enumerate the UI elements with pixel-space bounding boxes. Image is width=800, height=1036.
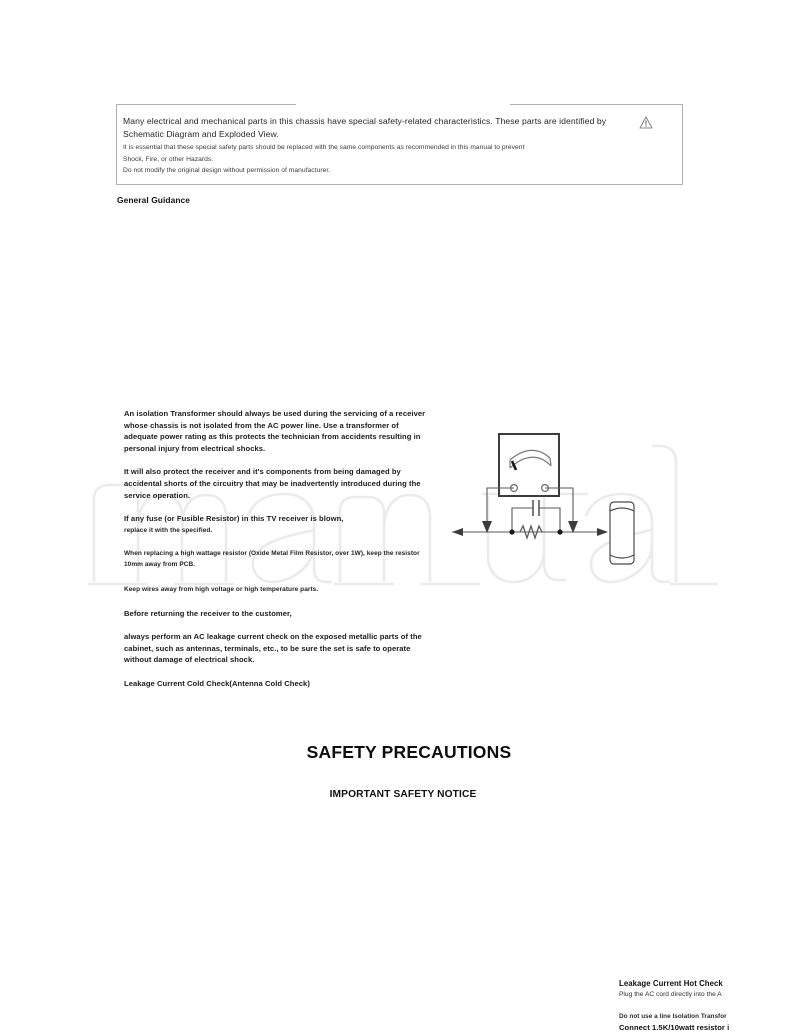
spacer [124, 619, 434, 631]
notice-line-1: It is essential that these special safety parts should be replaced with the same components as recommended in this manual to prevent [123, 144, 525, 152]
hot-check-subtext: Plug the AC cord directly into the A [619, 991, 722, 998]
page-subtitle-text: IMPORTANT SAFETY NOTICE [329, 789, 477, 800]
spacer [619, 1000, 800, 1011]
page-title [0, 742, 800, 763]
leakage-current-hot-check-block [619, 978, 800, 1034]
paragraph-keep-wires-away: Keep wires away from high voltage or high temperature parts. [124, 586, 319, 594]
page-title-text: SAFETY PRECAUTIONS [306, 742, 512, 762]
notice-box-border-gap [296, 102, 510, 107]
paragraph-ac-leakage-check: always perform an AC leakage current check on the exposed metallic parts of the cabinet, such as antennas, terminals, etc., to be sure the set is safe to operate without damage of electrical shock. [124, 632, 422, 665]
notice-line-2: Shock, Fire, or other Hazards. [123, 155, 214, 163]
paragraph-fuse-blown: If any fuse (or Fusible Resistor) in this TV receiver is blown, [124, 514, 344, 524]
spacer [124, 536, 434, 548]
paragraph-replace-specified: replace it with the specified. [124, 526, 213, 534]
hot-check-connect-instruction: Connect 1.5K/10watt resistor i [619, 1023, 730, 1032]
spacer [124, 501, 434, 513]
hot-check-heading: Leakage Current Hot Check [619, 979, 723, 988]
paragraph-high-wattage-resistor: When replacing a high wattage resistor (Oxide Metal Film Resistor, over 1W), keep the resistor 10mm away from PCB. [124, 549, 420, 569]
general-guidance-heading: General Guidance [117, 195, 191, 205]
spacer [124, 454, 434, 466]
leakage-current-measurement-circuit-diagram [432, 432, 682, 572]
warning-triangle-icon [639, 116, 653, 129]
paragraph-protect-receiver: It will also protect the receiver and it's components from being damaged by accidental shorts of the circuitry that may be inadvertently introduced during the service operation. [124, 467, 421, 500]
page-subtitle [0, 789, 800, 800]
spacer [124, 666, 434, 678]
paragraph-leakage-cold-check: Leakage Current Cold Check(Antenna Cold Check) [124, 678, 310, 688]
paragraph-isolation-transformer: An isolation Transformer should always be used during the servicing of a receiver whose chassis is not isolated from the AC power line. Use a transformer of adequate power rating as this protects the technician from accidents resulting in personal injury from electrical shocks. [124, 409, 426, 453]
notice-line-3: Do not modify the original design without permission of manufacturer. [123, 167, 331, 175]
hot-check-note: Do not use a line Isolation Transfor [619, 1013, 727, 1020]
paragraph-before-returning: Before returning the receiver to the customer, [124, 608, 292, 618]
safety-notice-content [123, 115, 633, 177]
notice-lead-text: Many electrical and mechanical parts in this chassis have special safety-related characteristics. These parts are identified by Schematic Diagram and Exploded View. [123, 116, 607, 139]
spacer [124, 570, 434, 584]
body-text-column [124, 408, 434, 690]
spacer [124, 596, 434, 608]
